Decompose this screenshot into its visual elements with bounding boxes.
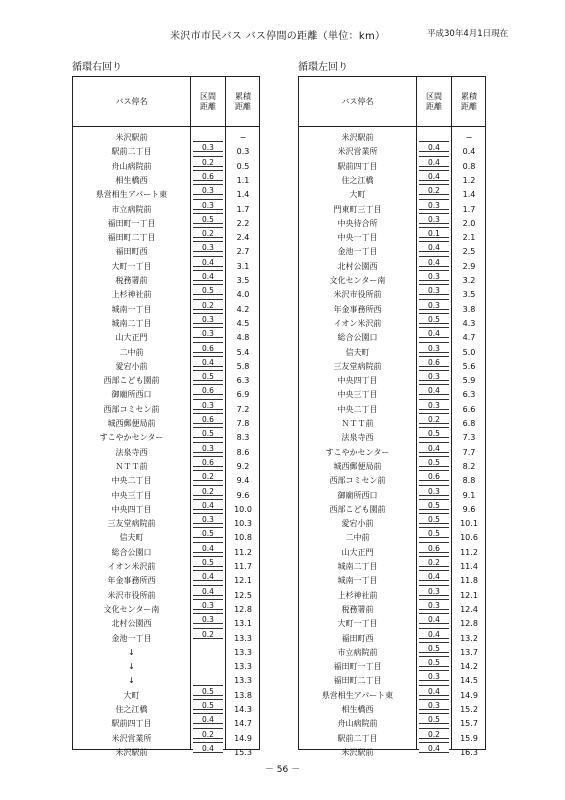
segment-distance: 0.6 [193,413,223,424]
stop-name: 米沢駅前 [115,133,148,142]
stop-name: 金池一丁目 [111,633,152,643]
cumulative-distance: 15.2 [460,705,478,714]
cumulative-distance: 3.1 [236,261,250,271]
cumulative-distance: 6.8 [462,419,476,428]
cumulative-distance: 6.6 [462,404,476,414]
stop-name: 文化センター南 [329,276,386,285]
segment-distance: 0.4 [193,270,223,281]
cumulative-distance: 3.5 [236,276,250,285]
cumulative-distance: 12.5 [234,590,252,600]
stop-name: 三友堂病院前 [333,361,382,371]
header-cumulative-distance: 累積 距離 [235,91,251,111]
stop-name: 相生橋西 [341,705,374,714]
cumulative-distance: 9.4 [236,476,250,486]
segment-distance: 0.3 [419,670,449,681]
stop-name: 御廟所西口 [337,490,378,500]
stop-name: 三友堂病院前 [107,519,156,529]
cumulative-distance: 2.7 [236,247,250,257]
stop-name: 米沢市役所前 [107,590,156,600]
cumulative-distance: 11.8 [460,576,478,586]
segment-distance: 0.2 [193,470,223,481]
cumulative-distance: 1.4 [236,190,250,200]
segment-distance: 0.6 [419,470,449,481]
cumulative-distance: 14.5 [460,676,478,686]
cumulative-distance: 3.8 [462,304,476,314]
header-stop-name: バス停名 [115,96,148,106]
stop-name: イオン米沢前 [333,318,382,328]
cumulative-distance: 13.3 [234,633,252,643]
segment-distance: 0.4 [193,742,223,753]
segment-distance: 0.3 [419,270,449,281]
cumulative-distance: 1.2 [462,175,476,185]
cumulative-distance: 15.9 [460,733,478,743]
segment-distance: 0.5 [419,313,449,324]
stop-name: 御廟所西口 [111,390,152,400]
stop-name: 税務署前 [341,604,374,614]
stop-name: 市立病院前 [111,204,152,214]
segment-distance: 0.3 [419,342,449,353]
segment-distance: 0.6 [193,170,223,181]
segment-distance: 0.3 [193,241,223,252]
segment-distance: 0.6 [193,384,223,395]
segment-distance: 0.2 [193,628,223,639]
segment-distance: 0.4 [419,570,449,581]
cumulative-distance: 13.3 [234,662,252,672]
stop-name: 上杉神社前 [111,290,152,300]
segment-distance: 0.2 [419,184,449,195]
stop-name: ＮＴＴ前 [341,419,374,428]
stop-name: 北村公園西 [337,261,378,271]
stop-name: 米沢駅前 [341,133,374,142]
cumulative-distance: 6.9 [236,390,250,400]
cumulative-distance: 9.2 [236,461,250,471]
cumulative-distance: 8.6 [236,447,250,457]
stop-name: 米沢駅前 [115,747,148,757]
stop-name: 中央二丁目 [111,476,152,486]
cumulative-distance: 11.2 [460,547,478,557]
header-segment-distance: 区間 距離 [200,91,216,111]
stop-name: 城南二丁目 [337,562,378,571]
cumulative-distance: 11.7 [234,562,252,571]
stop-name: 愛宕小前 [115,361,148,371]
stop-name: 市立病院前 [337,647,378,657]
segment-distance: 0.4 [193,713,223,724]
cumulative-distance: 0.5 [236,161,250,171]
cumulative-distance: 4.0 [236,290,250,300]
stop-name: 住之江橋 [341,175,374,185]
cumulative-distance: 6.3 [236,376,250,386]
segment-distance: 0.5 [419,527,449,538]
cumulative-distance: 9.6 [462,504,476,514]
segment-distance: 0.4 [419,685,449,696]
stop-name: 城南二丁目 [111,318,152,328]
header-cumulative-distance: 累積 距離 [461,91,477,111]
segment-distance: 0.5 [419,499,449,510]
segment-distance: 0.3 [193,442,223,453]
stop-name: 大町 [123,690,140,700]
cumulative-distance: 5.8 [236,361,250,371]
cumulative-distance: 8.2 [462,461,476,471]
segment-distance: 0.2 [193,728,223,739]
stop-name: ＮＴＴ前 [115,461,148,471]
segment-distance: 0.4 [419,613,449,624]
stop-name: 中央二丁目 [337,404,378,414]
cumulative-distance: 9.1 [462,490,476,500]
stop-name: 信夫町 [345,347,370,357]
segment-distance: 0.4 [193,499,223,510]
segment-distance: 0.1 [419,227,449,238]
cumulative-distance: 12.1 [460,590,478,600]
cumulative-distance: 2.9 [462,261,476,271]
segment-distance: 0.4 [419,156,449,167]
cumulative-distance: 13.3 [234,647,252,657]
distance-table-clockwise [72,76,260,757]
segment-distance: 0.5 [419,656,449,667]
stop-name: 福田町一丁目 [107,218,156,228]
segment-distance: 0.2 [419,413,449,424]
cumulative-distance: 5.9 [462,376,476,386]
cumulative-distance: 5.0 [462,347,476,357]
cumulative-distance: 8.8 [462,476,476,486]
segment-distance: 0.4 [419,442,449,453]
stop-name: 中央三丁目 [111,490,152,500]
segment-distance: 0.3 [193,141,223,152]
cumulative-distance: 13.1 [234,619,252,629]
segment-distance: 0.6 [193,456,223,467]
stop-name: 西部こども園前 [329,504,386,514]
stop-name: 山大正門 [341,547,374,557]
cumulative-distance: 14.9 [460,690,478,700]
stop-name: 相生橋西 [115,175,148,185]
stop-name: 城南一丁目 [337,576,378,586]
distance-table-counterclockwise [298,76,486,757]
segment-distance: 0.4 [419,742,449,753]
cumulative-distance: 15.7 [460,719,478,729]
segment-distance: 0.6 [193,342,223,353]
stop-name: 年金事務所西 [107,576,156,586]
stop-name: 文化センター南 [103,604,160,614]
segment-distance: 0.5 [419,513,449,524]
stop-name: 県営相生アパート東 [95,190,168,200]
stop-name: 住之江橋 [115,705,148,714]
segment-distance: 0.3 [419,299,449,310]
stop-name: 大町一丁目 [111,261,152,271]
stop-name: 福田町西 [341,633,374,643]
cumulative-distance: 0.3 [236,147,250,157]
cumulative-distance: 0.4 [462,147,476,157]
cumulative-distance: 13.7 [460,647,478,657]
segment-distance: 0.3 [419,599,449,610]
cumulative-distance: 1.7 [462,204,476,214]
segment-distance: 0.5 [193,699,223,710]
cumulative-distance: 11.4 [460,562,478,571]
cumulative-distance: 0.8 [462,161,476,171]
stop-name: 福田町二丁目 [333,676,382,686]
segment-distance: 0.5 [193,685,223,696]
stop-name: 二中前 [119,347,144,357]
stop-name: すこやかセンター [99,433,164,443]
stop-name: 県営相生アパート東 [321,690,394,700]
segment-distance: 0.3 [419,585,449,596]
segment-distance: 0.4 [419,256,449,267]
segment-distance: 0.3 [419,199,449,210]
cumulative-distance: 3.2 [462,276,476,285]
stop-name: 福田町二丁目 [107,233,156,243]
segment-distance: 0.4 [419,241,449,252]
segment-distance: 0.2 [419,556,449,567]
stop-name: 山大正門 [115,333,148,343]
cumulative-distance: 4.5 [236,318,250,328]
stop-name: 西部コミセン前 [103,404,160,414]
cumulative-distance: 7.3 [462,433,476,443]
segment-distance: 0.4 [193,585,223,596]
cumulative-distance: 1.1 [236,175,250,185]
cumulative-distance: − [465,133,473,142]
cumulative-distance: 4.7 [462,333,476,343]
stop-name: 信夫町 [119,533,144,543]
segment-distance: 0.5 [419,456,449,467]
cumulative-distance: 7.8 [236,419,250,428]
segment-distance: 0.5 [193,556,223,567]
cumulative-distance: 11.2 [234,547,252,557]
cumulative-distance: 2.1 [462,233,476,243]
segment-distance: 0.6 [419,542,449,553]
segment-distance: 0.4 [193,570,223,581]
stop-name: 中央三丁目 [337,390,378,400]
cumulative-distance: − [239,133,247,142]
stop-name: 舟山病院前 [111,161,152,171]
segment-distance: 0.3 [193,613,223,624]
stop-name: 城西郵便局前 [333,461,382,471]
cumulative-distance: 7.2 [236,404,250,414]
cumulative-distance: 10.0 [234,504,252,514]
stop-name: 西部こども園前 [103,376,160,386]
stop-name: ↓ [128,662,135,672]
segment-distance: 0.4 [419,170,449,181]
segment-distance: 0.5 [193,527,223,538]
cumulative-distance: 5.6 [462,361,476,371]
segment-distance: 0.3 [419,284,449,295]
cumulative-distance: 10.1 [460,519,478,529]
stop-name: 年金事務所西 [333,304,382,314]
stop-name: 福田町一丁目 [333,662,382,672]
segment-distance: 0.5 [193,427,223,438]
cumulative-distance: 14.9 [234,733,252,743]
cumulative-distance: 1.4 [462,190,476,200]
segment-distance: 0.3 [193,513,223,524]
stop-name: 総合公園口 [337,333,378,343]
cumulative-distance: 4.8 [236,333,250,343]
page-number: － 56 － [264,765,301,775]
cumulative-distance: 12.8 [234,604,252,614]
stop-name: 中央四丁目 [111,504,152,514]
segment-distance: 0.4 [419,628,449,639]
cumulative-distance: 3.5 [462,290,476,300]
stop-name: 門東町三丁目 [333,204,382,214]
segment-distance: 0.2 [193,485,223,496]
cumulative-distance: 13.3 [234,676,252,686]
cumulative-distance: 12.1 [234,576,252,586]
stop-name: 税務署前 [115,276,148,285]
segment-distance: 0.3 [193,399,223,410]
stop-name: すこやかセンター [325,447,390,457]
segment-distance: 0.3 [193,327,223,338]
stop-name: 中央待合所 [337,218,378,228]
stop-name: 北村公園西 [111,619,152,629]
stop-name: 総合公園口 [111,547,152,557]
stop-name: イオン米沢前 [107,562,156,571]
section-label-counterclockwise: 循環左回り [298,62,348,73]
stop-name: 大町 [349,190,366,200]
segment-distance: 0.4 [419,327,449,338]
segment-distance: 0.2 [193,227,223,238]
stop-name: 法泉寺西 [115,447,148,457]
cumulative-distance: 14.3 [234,705,252,714]
segment-distance: 0.4 [419,384,449,395]
cumulative-distance: 2.0 [462,218,476,228]
stop-name: ↓ [128,647,135,657]
stop-name: 城西郵便局前 [107,419,156,428]
cumulative-distance: 9.6 [236,490,250,500]
cumulative-distance: 10.6 [460,533,478,543]
segment-distance: 0.5 [419,642,449,653]
segment-distance: 0.5 [419,713,449,724]
cumulative-distance: 15.3 [234,747,252,757]
cumulative-distance: 2.4 [236,233,250,243]
stop-name: 駅前四丁目 [111,719,152,729]
stop-name: 西部コミセン前 [329,476,386,486]
stop-name: 駅前二丁目 [111,147,152,157]
segment-distance: 0.2 [193,156,223,167]
cumulative-distance: 12.4 [460,604,478,614]
stop-name: 中央一丁目 [337,233,378,243]
segment-distance: 0.3 [419,699,449,710]
segment-distance: 0.4 [193,542,223,553]
segment-distance: 0.3 [419,213,449,224]
stop-name: 金池一丁目 [337,247,378,257]
cumulative-distance: 10.8 [234,533,252,543]
stop-name: 駅前二丁目 [337,733,378,743]
cumulative-distance: 4.2 [236,304,250,314]
segment-distance: 0.4 [193,356,223,367]
cumulative-distance: 1.7 [236,204,250,214]
segment-distance: 0.5 [193,213,223,224]
stop-name: 駅前四丁目 [337,161,378,171]
segment-distance: 0.3 [193,313,223,324]
header-segment-distance: 区間 距離 [426,91,442,111]
cumulative-distance: 5.4 [236,347,250,357]
stop-name: 上杉神社前 [337,590,378,600]
cumulative-distance: 13.8 [234,690,252,700]
cumulative-distance: 14.2 [460,662,478,672]
segment-distance: 0.2 [419,728,449,739]
as-of-date: 平成30年4月1日現在 [427,29,509,39]
segment-distance: 0.3 [193,599,223,610]
stop-name: 二中前 [345,533,370,543]
header-stop-name: バス停名 [341,96,374,106]
stop-name: 福田町西 [115,247,148,257]
stop-name: 米沢営業所 [337,147,378,157]
stop-name: 法泉寺西 [341,433,374,443]
segment-distance: 0.3 [193,184,223,195]
page-title: 米沢市市民バス バス停間の距離（単位：km） [170,31,386,42]
cumulative-distance: 14.7 [234,719,252,729]
cumulative-distance: 4.3 [462,318,476,328]
cumulative-distance: 7.7 [462,447,476,457]
cumulative-distance: 13.2 [460,633,478,643]
segment-distance: 0.4 [419,141,449,152]
cumulative-distance: 10.3 [234,519,252,529]
segment-distance: 0.2 [193,299,223,310]
segment-distance: 0.5 [193,284,223,295]
stop-name: ↓ [128,676,135,686]
cumulative-distance: 2.5 [462,247,476,257]
stop-name: 米沢市役所前 [333,290,382,300]
segment-distance: 0.3 [419,485,449,496]
segment-distance: 0.3 [419,399,449,410]
stop-name: 米沢駅前 [341,747,374,757]
section-label-clockwise: 循環右回り [72,62,122,73]
stop-name: 愛宕小前 [341,519,374,529]
cumulative-distance: 8.3 [236,433,250,443]
cumulative-distance: 2.2 [236,218,250,228]
stop-name: 城南一丁目 [111,304,152,314]
stop-name: 米沢営業所 [111,733,152,743]
segment-distance: 0.6 [419,356,449,367]
cumulative-distance: 6.3 [462,390,476,400]
stop-name: 中央四丁目 [337,376,378,386]
segment-distance: 0.4 [193,256,223,267]
cumulative-distance: 16.3 [460,747,478,757]
segment-distance: 0.3 [419,370,449,381]
stop-name: 大町一丁目 [337,619,378,629]
segment-distance: 0.3 [193,199,223,210]
stop-name: 舟山病院前 [337,719,378,729]
cumulative-distance: 12.8 [460,619,478,629]
segment-distance: 0.5 [193,370,223,381]
segment-distance: 0.5 [419,427,449,438]
